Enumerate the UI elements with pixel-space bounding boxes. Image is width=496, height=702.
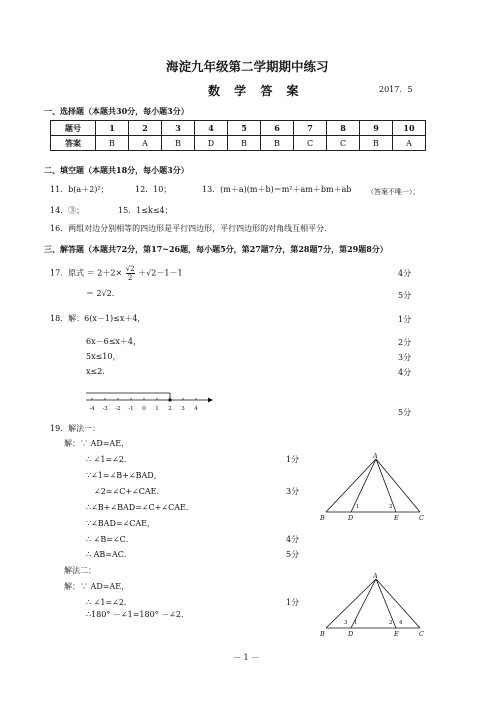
table-cell: C (294, 136, 327, 151)
q12-answer: 12．10； (135, 185, 172, 194)
label-B: B (320, 514, 325, 522)
q18-score-1: 1分 (398, 315, 412, 324)
table-cell: 答案 (51, 136, 96, 151)
table-cell: 10 (393, 121, 426, 136)
table-row (51, 121, 426, 136)
table-cell: B (261, 136, 294, 151)
table-cell: 7 (294, 121, 327, 136)
q17-frac-num: √2 (125, 265, 135, 273)
angle-3: 3 (344, 620, 348, 626)
table-cell: 2 (129, 121, 162, 136)
q19-line1: 解：∵ AD=AE， (64, 439, 130, 448)
table-cell: B (228, 136, 261, 151)
q15-answer: 15．1≤k≤4； (118, 206, 173, 215)
label-A: A (373, 572, 378, 580)
table-cell: B (360, 136, 393, 151)
q18-line2: 6x－6≤x＋4， (86, 337, 141, 346)
q18-line3: 5x≤10， (86, 352, 121, 361)
q19-score-2: 3分 (286, 487, 300, 496)
q17-line2: ＝ 2√2． (86, 289, 120, 298)
angle-1: 1 (356, 504, 360, 510)
q19-line7: ∴ ∠B=∠C． (86, 535, 134, 544)
label-B: B (320, 630, 325, 638)
label-D: D (348, 514, 354, 522)
triangle-figure-1 (318, 452, 430, 524)
q17-frac-den: 2 (127, 274, 133, 282)
table-cell: 9 (360, 121, 393, 136)
tick-label: 1 (155, 406, 159, 412)
table-cell: 3 (162, 121, 195, 136)
section2-heading: 二、填空题（本题共18分，每小题3分） (44, 165, 189, 175)
page-number: － 1 － (233, 653, 260, 662)
label-D: D (348, 630, 354, 638)
section1-heading: 一、选择题（本题共30分，每小题3分） (44, 106, 189, 116)
label-A: A (373, 452, 378, 460)
q18-score-3: 3分 (398, 353, 412, 362)
q19-m2-line3: ∴180° －∠1=180° －∠2． (86, 610, 190, 619)
q19-line8: ∴ AB=AC． (86, 550, 132, 559)
table-cell: 5 (228, 121, 261, 136)
page-subtitle: 数 学 答 案 (208, 84, 304, 98)
q19-line5: ∴∠B+∠BAD=∠C+∠CAE． (86, 503, 194, 512)
table-cell: C (327, 136, 360, 151)
q19-line2: ∴ ∠1=∠2． (86, 455, 132, 464)
q18-score-4: 4分 (398, 368, 412, 377)
q19-m2-line2: ∴ ∠1=∠2． (86, 598, 132, 607)
tick-label: -4 (89, 406, 95, 412)
label-C: C (419, 514, 424, 522)
q17-score-1: 4分 (398, 269, 412, 278)
q19-m2-line1: 解：∵ AD=AE， (64, 582, 130, 591)
q13-answer: 13．(m＋a)(m＋b)＝m²＋am＋bm＋ab (202, 185, 352, 194)
q19-score-4: 5分 (286, 550, 300, 559)
table-cell: D (195, 136, 228, 151)
table-cell: 1 (96, 121, 129, 136)
q17-line1 (50, 265, 183, 282)
q18-score-5: 5分 (398, 408, 412, 417)
q19-score-3: 4分 (286, 535, 300, 544)
q19-m2-score-1: 1分 (286, 598, 300, 607)
angle-4: 4 (399, 620, 403, 626)
tick-label: -1 (128, 406, 134, 412)
label-E: E (394, 630, 399, 638)
tick-label: 3 (181, 406, 185, 412)
q17-score-2: 5分 (398, 291, 412, 300)
angle-2: 2 (389, 620, 393, 626)
q16-answer: 16．两组对边分别相等的四边形是平行四边形，平行四边形的对角线互相平分． (50, 224, 333, 233)
triangle-figure-2 (318, 570, 430, 640)
table-cell: 4 (195, 121, 228, 136)
table-cell: A (129, 136, 162, 151)
q19-line6: ∵∠BAD=∠CAE， (86, 519, 156, 528)
tick-label: -3 (102, 406, 108, 412)
q17-prefix: 17．原式 ＝ 2＋2× (50, 268, 123, 278)
angle-2: 2 (389, 504, 393, 510)
q18-line1: 18．解：6(x－1)≤x＋4， (50, 314, 146, 323)
page-title: 海淀九年级第二学期期中练习 (166, 59, 329, 74)
tick-label: 0 (142, 406, 146, 412)
q11-answer: 11．b(a＋2)²； (50, 185, 109, 194)
table-cell: 8 (327, 121, 360, 136)
number-line (84, 390, 214, 416)
q17-suffix: ＋√2－1－1 (138, 268, 183, 278)
label-E: E (394, 514, 399, 522)
q19-line4: ∠2=∠C+∠CAE． (94, 487, 165, 496)
table-cell: A (393, 136, 426, 151)
q18-line4: x≤2． (86, 367, 111, 376)
angle-1: 1 (354, 620, 358, 626)
tick-label: 2 (168, 406, 172, 412)
q19-label: 19．解法一： (50, 424, 101, 433)
date: 2017．5 (379, 85, 413, 94)
table-cell: 6 (261, 121, 294, 136)
q19-score-1: 1分 (286, 455, 300, 464)
q18-score-2: 2分 (398, 338, 412, 347)
q14-answer: 14．③； (50, 206, 85, 215)
tick-label: -2 (115, 406, 121, 412)
q13-note: （答案不唯一）； (367, 188, 420, 196)
label-C: C (419, 630, 424, 638)
tick-label: 4 (194, 406, 198, 412)
q19-line3: ∵∠1=∠B+∠BAD， (86, 471, 162, 480)
table-cell: B (96, 136, 129, 151)
q17-fraction (126, 265, 135, 282)
table-cell: B (162, 136, 195, 151)
table-row (51, 136, 426, 151)
section3-heading: 三、解答题（本题共72分，第17~26题，每小题5分，第27题7分，第28题7分，第29题8分） (44, 244, 388, 254)
table-cell: 题号 (51, 121, 96, 136)
answer-table (50, 120, 426, 151)
q19-method2-label: 解法二： (64, 566, 96, 575)
